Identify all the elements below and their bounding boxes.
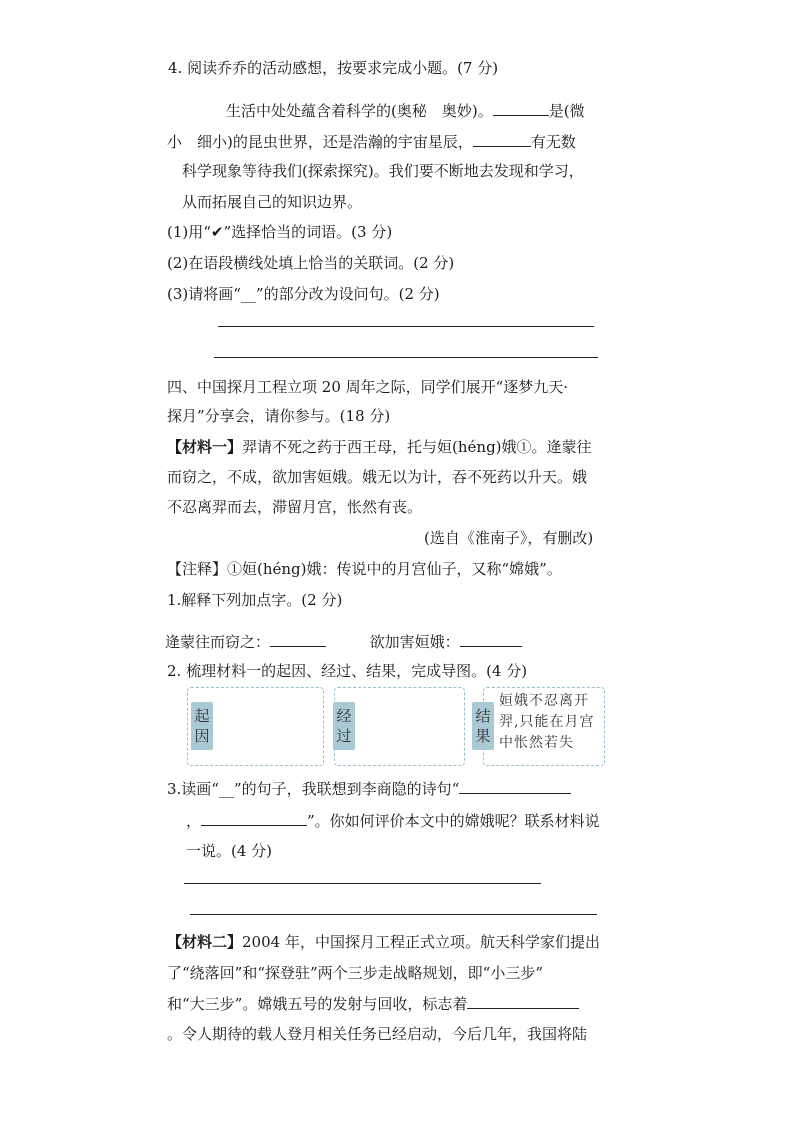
map-tag-process: 经过 bbox=[333, 702, 355, 750]
material2-line bbox=[167, 932, 600, 952]
q3-line3: 一说。(4 分) bbox=[186, 842, 273, 860]
q4-para-line bbox=[167, 131, 576, 152]
material2-line: 。令人期待的载人登月相关任务已经启动，今后几年，我国将陆 bbox=[167, 1025, 588, 1043]
q4-para-text: 是(微 bbox=[548, 102, 585, 120]
q4-title: 4. 阅读乔乔的活动感想，按要求完成小题。(7 分) bbox=[168, 59, 499, 77]
q3-line1 bbox=[167, 778, 571, 799]
q3-blank-1[interactable] bbox=[459, 778, 571, 794]
material2-blank[interactable] bbox=[467, 993, 579, 1009]
material1-label: 【材料一】 bbox=[167, 438, 243, 456]
q4-para-line: 科学现象等待我们(探索探究)。我们要不断地去发现和学习， bbox=[182, 162, 584, 180]
map-tag-result: 结果 bbox=[472, 702, 494, 750]
q4-para-text: 有无数 bbox=[530, 133, 576, 151]
map-tag-cause: 起因 bbox=[191, 702, 213, 750]
q1-blank-a[interactable] bbox=[270, 631, 326, 647]
q1-blank-b[interactable] bbox=[460, 631, 522, 647]
map-result-text: 姮娥不忍离开 羿,只能在月宫 中怅然若失 bbox=[499, 693, 595, 751]
material2-text: 2004 年，中国探月工程正式立项。航天科学家们提出 bbox=[242, 933, 600, 951]
q3-line2 bbox=[186, 810, 600, 831]
q4-blank-1[interactable] bbox=[493, 100, 549, 116]
q4-para-text: 小 细小)的昆虫世界，还是浩瀚的宇宙星辰， bbox=[167, 133, 473, 151]
q4-blank-2[interactable] bbox=[473, 131, 531, 147]
material2-line: 了“绕落回”和“探登驻”两个三步走战略规划，即“小三步” bbox=[167, 964, 544, 982]
q2-title: 2. 梳理材料一的起因、经过、结果，完成导图。(4 分) bbox=[167, 662, 528, 680]
material1-line: 不忍离羿而去，滞留月宫，怅然有丧。 bbox=[167, 498, 423, 516]
q3-text: 3.读画“__”的句子，我联想到李商隐的诗句“ bbox=[167, 780, 460, 798]
material2-line bbox=[167, 993, 579, 1014]
material2-text: 和“大三步”。嫦娥五号的发射与回收，标志着 bbox=[167, 995, 468, 1013]
q3-text: ”。你如何评价本文中的嫦娥呢？联系材料说 bbox=[307, 812, 600, 830]
q3-blank-2[interactable] bbox=[201, 810, 307, 826]
q4-sub2: (2)在语段横线处填上恰当的关联词。(2 分) bbox=[167, 254, 455, 272]
q3-text: ， bbox=[186, 812, 202, 830]
q4-sub1: (1)用“✔”选择恰当的词语。(3 分) bbox=[167, 223, 393, 241]
answer-line[interactable] bbox=[184, 883, 541, 884]
q1-title: 1.解释下列加点字。(2 分) bbox=[167, 591, 343, 609]
material1-text: 羿请不死之药于西王母，托与姮(héng)娥①。逄蒙往 bbox=[242, 438, 592, 456]
section-title-cont: 探月”分享会，请你参与。(18 分) bbox=[167, 407, 391, 425]
q1-item-b: 欲加害姮娥： bbox=[369, 633, 460, 651]
material1-source: (选自《淮南子》，有删改) bbox=[424, 529, 594, 547]
material1-note: 【注释】①姮(héng)娥：传说中的月宫仙子，又称“嫦娥”。 bbox=[167, 560, 562, 578]
material2-label: 【材料二】 bbox=[167, 933, 243, 951]
section-title: 四、中国探月工程立项 20 周年之际，同学们展开“逐梦九天· bbox=[167, 378, 569, 396]
q1-item-a: 逄蒙往而窃之： bbox=[165, 633, 271, 651]
answer-line[interactable] bbox=[214, 357, 598, 358]
q4-para-line: 从而拓展自己的知识边界。 bbox=[182, 193, 363, 211]
q4-para-text: 生活中处处蕴含着科学的(奥秘 奥妙)。 bbox=[226, 102, 493, 120]
q4-para-line bbox=[226, 100, 585, 121]
answer-line[interactable] bbox=[218, 326, 594, 327]
q4-sub3: (3)请将画“__”的部分改为设问句。(2 分) bbox=[167, 285, 440, 303]
answer-line[interactable] bbox=[190, 914, 597, 915]
q1-items bbox=[165, 631, 522, 652]
material1-line bbox=[167, 437, 592, 457]
material1-line: 而窃之，不成，欲加害姮娥。娥无以为计，吞不死药以升天。娥 bbox=[167, 468, 588, 486]
